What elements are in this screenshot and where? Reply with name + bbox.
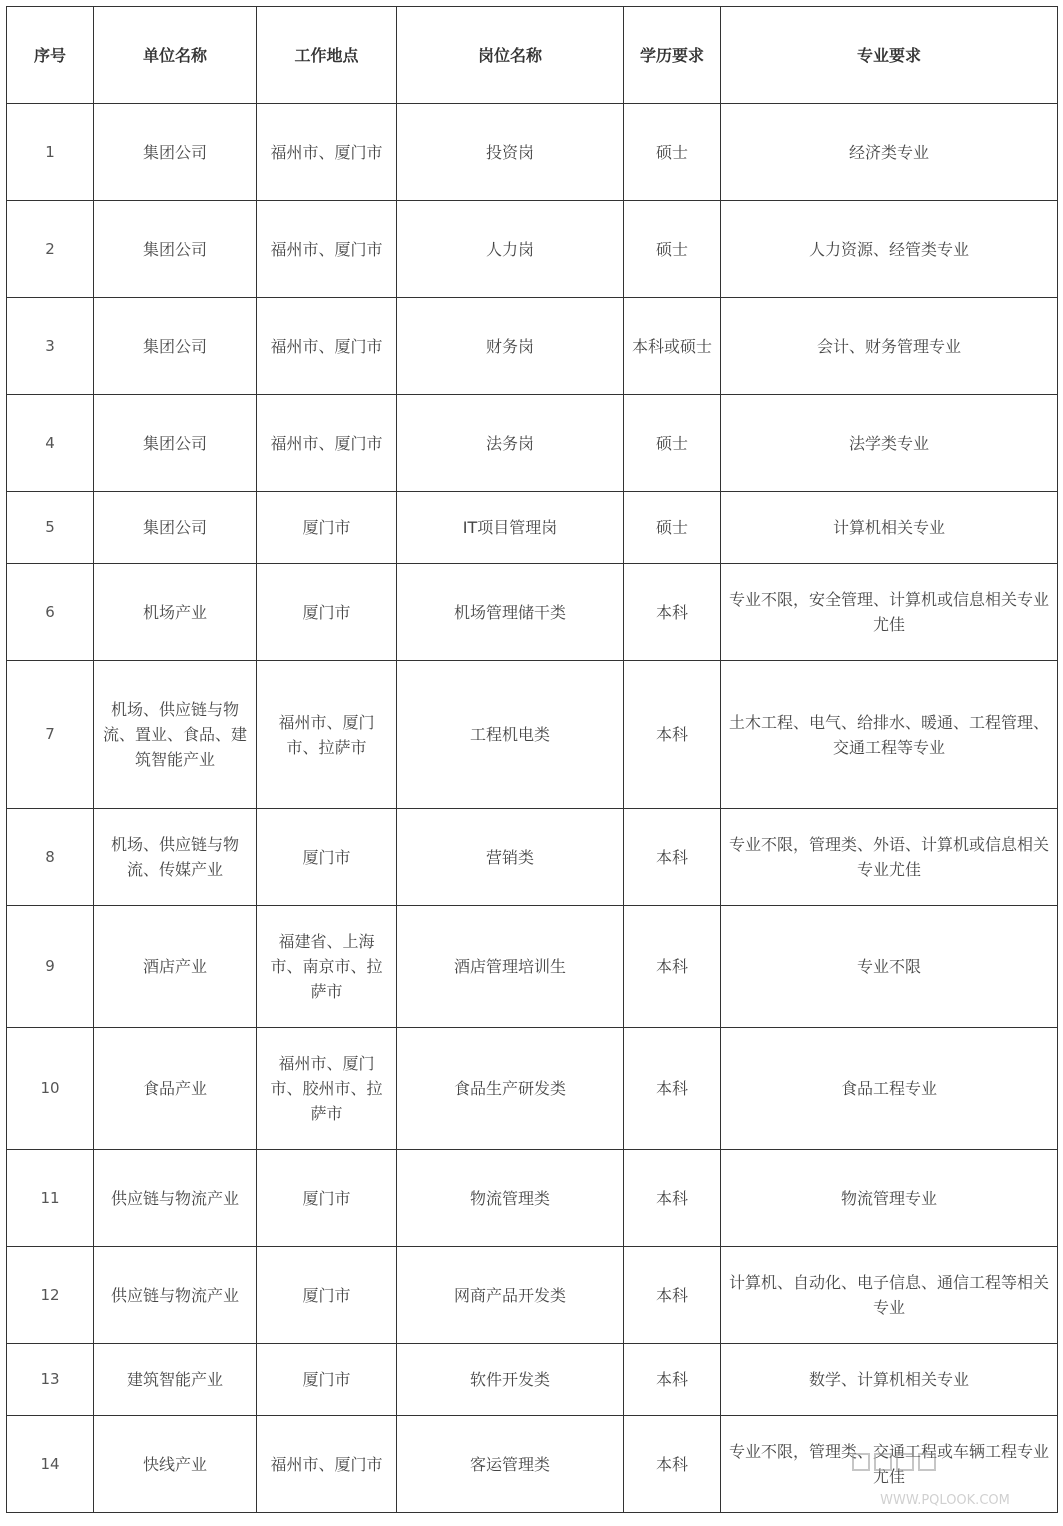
cell-major: 食品工程专业 [721, 1028, 1058, 1150]
cell-major: 法学类专业 [721, 395, 1058, 492]
cell-position: 客运管理类 [397, 1416, 624, 1513]
cell-education: 本科 [624, 661, 721, 809]
cell-location: 厦门市 [257, 1150, 397, 1247]
cell-position: 营销类 [397, 809, 624, 906]
cell-location: 厦门市 [257, 564, 397, 661]
cell-unit: 供应链与物流产业 [94, 1150, 257, 1247]
cell-position: 财务岗 [397, 298, 624, 395]
cell-position: 工程机电类 [397, 661, 624, 809]
cell-education: 本科 [624, 1028, 721, 1150]
table-row [7, 201, 1058, 298]
header-row [7, 7, 1058, 104]
cell-position: 法务岗 [397, 395, 624, 492]
cell-unit: 机场产业 [94, 564, 257, 661]
header-education: 学历要求 [624, 7, 721, 104]
cell-education: 本科 [624, 1150, 721, 1247]
cell-no: 4 [7, 395, 94, 492]
table-row [7, 104, 1058, 201]
cell-no: 3 [7, 298, 94, 395]
cell-no: 13 [7, 1344, 94, 1416]
cell-education: 硕士 [624, 104, 721, 201]
cell-location: 厦门市 [257, 809, 397, 906]
cell-location: 福州市、厦门市、拉萨市 [257, 661, 397, 809]
cell-position: 物流管理类 [397, 1150, 624, 1247]
cell-no: 10 [7, 1028, 94, 1150]
table-row [7, 564, 1058, 661]
cell-education: 硕士 [624, 201, 721, 298]
cell-education: 本科或硕士 [624, 298, 721, 395]
recruitment-table [6, 6, 1058, 1513]
cell-location: 厦门市 [257, 492, 397, 564]
cell-no: 2 [7, 201, 94, 298]
cell-position: 机场管理储干类 [397, 564, 624, 661]
cell-location: 厦门市 [257, 1344, 397, 1416]
table-row [7, 395, 1058, 492]
cell-major: 计算机相关专业 [721, 492, 1058, 564]
table-row [7, 1247, 1058, 1344]
cell-no: 8 [7, 809, 94, 906]
cell-unit: 供应链与物流产业 [94, 1247, 257, 1344]
cell-location: 福州市、厦门市 [257, 201, 397, 298]
cell-major: 物流管理专业 [721, 1150, 1058, 1247]
cell-no: 14 [7, 1416, 94, 1513]
table-row [7, 492, 1058, 564]
cell-education: 本科 [624, 906, 721, 1028]
cell-unit: 建筑智能产业 [94, 1344, 257, 1416]
cell-major: 数学、计算机相关专业 [721, 1344, 1058, 1416]
cell-no: 12 [7, 1247, 94, 1344]
cell-position: 食品生产研发类 [397, 1028, 624, 1150]
cell-education: 本科 [624, 1247, 721, 1344]
cell-location: 福州市、厦门市 [257, 395, 397, 492]
cell-major: 经济类专业 [721, 104, 1058, 201]
cell-no: 11 [7, 1150, 94, 1247]
cell-unit: 集团公司 [94, 395, 257, 492]
cell-unit: 集团公司 [94, 201, 257, 298]
cell-major: 专业不限，管理类、外语、计算机或信息相关专业尤佳 [721, 809, 1058, 906]
cell-education: 本科 [624, 809, 721, 906]
cell-education: 硕士 [624, 492, 721, 564]
cell-unit: 集团公司 [94, 492, 257, 564]
header-location: 工作地点 [257, 7, 397, 104]
cell-major: 专业不限，管理类、交通工程或车辆工程专业尤佳 [721, 1416, 1058, 1513]
cell-location: 厦门市 [257, 1247, 397, 1344]
cell-education: 本科 [624, 1416, 721, 1513]
cell-major: 人力资源、经管类专业 [721, 201, 1058, 298]
header-unit: 单位名称 [94, 7, 257, 104]
cell-position: 人力岗 [397, 201, 624, 298]
cell-no: 1 [7, 104, 94, 201]
table-row [7, 661, 1058, 809]
cell-major: 专业不限，安全管理、计算机或信息相关专业尤佳 [721, 564, 1058, 661]
cell-location: 福州市、厦门市 [257, 298, 397, 395]
cell-location: 福州市、厦门市 [257, 104, 397, 201]
cell-unit: 食品产业 [94, 1028, 257, 1150]
cell-unit: 机场、供应链与物流、传媒产业 [94, 809, 257, 906]
cell-education: 本科 [624, 564, 721, 661]
cell-no: 6 [7, 564, 94, 661]
header-major: 专业要求 [721, 7, 1058, 104]
cell-education: 本科 [624, 1344, 721, 1416]
cell-no: 7 [7, 661, 94, 809]
table-row [7, 298, 1058, 395]
cell-unit: 集团公司 [94, 104, 257, 201]
cell-location: 福州市、厦门市、胶州市、拉萨市 [257, 1028, 397, 1150]
cell-unit: 集团公司 [94, 298, 257, 395]
table-row [7, 809, 1058, 906]
cell-position: 酒店管理培训生 [397, 906, 624, 1028]
cell-major: 土木工程、电气、给排水、暖通、工程管理、交通工程等专业 [721, 661, 1058, 809]
cell-position: 软件开发类 [397, 1344, 624, 1416]
cell-education: 硕士 [624, 395, 721, 492]
header-position: 岗位名称 [397, 7, 624, 104]
cell-position: 网商产品开发类 [397, 1247, 624, 1344]
cell-location: 福州市、厦门市 [257, 1416, 397, 1513]
cell-unit: 快线产业 [94, 1416, 257, 1513]
cell-location: 福建省、上海市、南京市、拉萨市 [257, 906, 397, 1028]
table-row [7, 1344, 1058, 1416]
table-row [7, 1416, 1058, 1513]
cell-no: 5 [7, 492, 94, 564]
header-no: 序号 [7, 7, 94, 104]
table-row [7, 906, 1058, 1028]
cell-major: 会计、财务管理专业 [721, 298, 1058, 395]
cell-position: 投资岗 [397, 104, 624, 201]
cell-no: 9 [7, 906, 94, 1028]
cell-unit: 酒店产业 [94, 906, 257, 1028]
cell-position: IT项目管理岗 [397, 492, 624, 564]
watermark-text: WWW.PQLOOK.COM [880, 1493, 1010, 1508]
cell-major: 专业不限 [721, 906, 1058, 1028]
table-row [7, 1028, 1058, 1150]
cell-unit: 机场、供应链与物流、置业、食品、建筑智能产业 [94, 661, 257, 809]
cell-major: 计算机、自动化、电子信息、通信工程等相关专业 [721, 1247, 1058, 1344]
table-row [7, 1150, 1058, 1247]
